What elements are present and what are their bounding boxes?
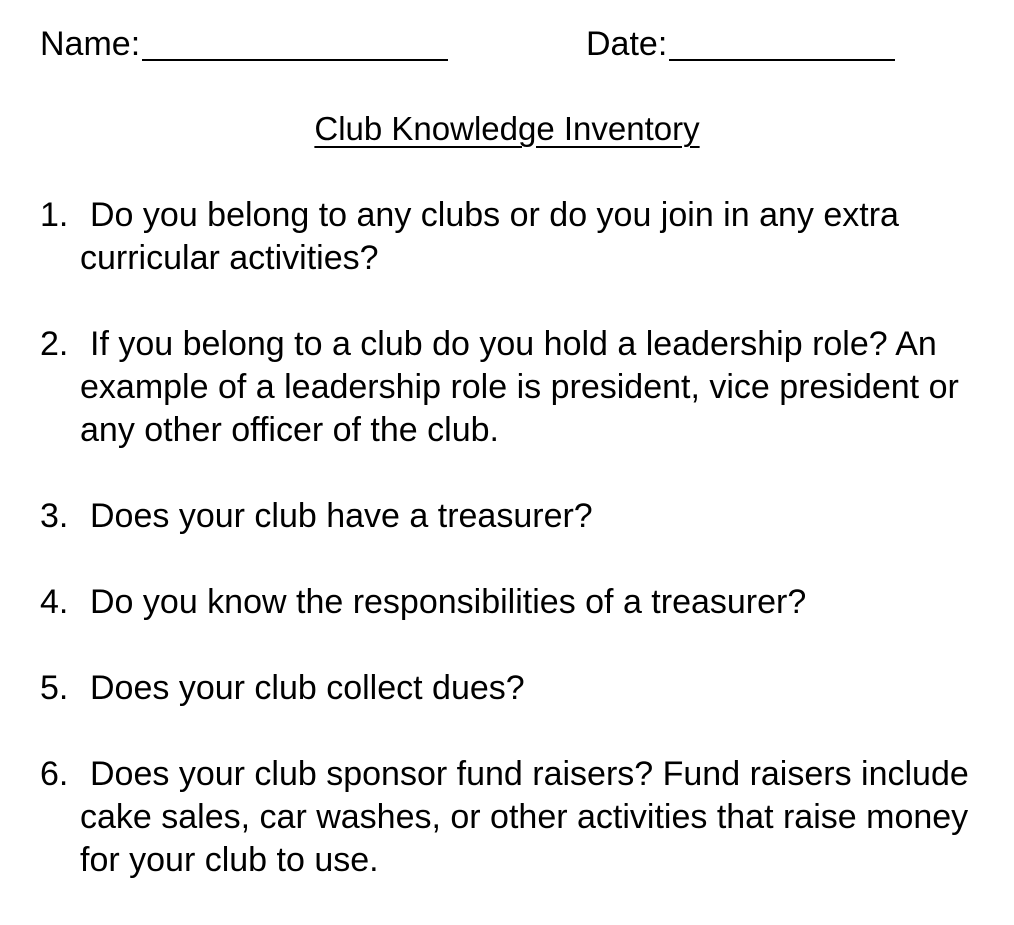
question-item <box>40 495 980 538</box>
question-text: Do you belong to any clubs or do you join in any extra curricular activities? <box>80 196 899 277</box>
question-number: 4. <box>40 583 69 621</box>
name-blank-line[interactable] <box>142 29 448 61</box>
question-item <box>40 323 980 452</box>
page-title: Club Knowledge Inventory <box>314 110 700 147</box>
question-number: 3. <box>40 497 69 535</box>
date-label: Date: <box>586 25 668 63</box>
name-field <box>40 22 448 66</box>
question-number: 5. <box>40 669 69 707</box>
question-list <box>40 194 980 925</box>
question-number: 1. <box>40 196 69 234</box>
question-number: 2. <box>40 325 69 363</box>
question-item <box>40 753 980 882</box>
name-label: Name: <box>40 25 141 63</box>
question-item <box>40 194 980 280</box>
question-text: Do you know the responsibilities of a treasurer? <box>90 583 807 621</box>
question-item <box>40 581 980 624</box>
date-blank-line[interactable] <box>669 29 895 61</box>
question-text: Does your club collect dues? <box>90 669 525 707</box>
header-row <box>40 22 980 68</box>
page-title-wrapper <box>0 108 1014 150</box>
question-number: 6. <box>40 755 69 793</box>
question-text: Does your club have a treasurer? <box>90 497 593 535</box>
question-text: If you belong to a club do you hold a leadership role? An example of a leadership role is president, vice president or any other officer of the club. <box>80 325 959 449</box>
question-item <box>40 667 980 710</box>
date-field <box>586 22 895 66</box>
question-text: Does your club sponsor fund raisers? Fund raisers include cake sales, car washes, or other activities that raise money for your club to use. <box>80 755 969 879</box>
